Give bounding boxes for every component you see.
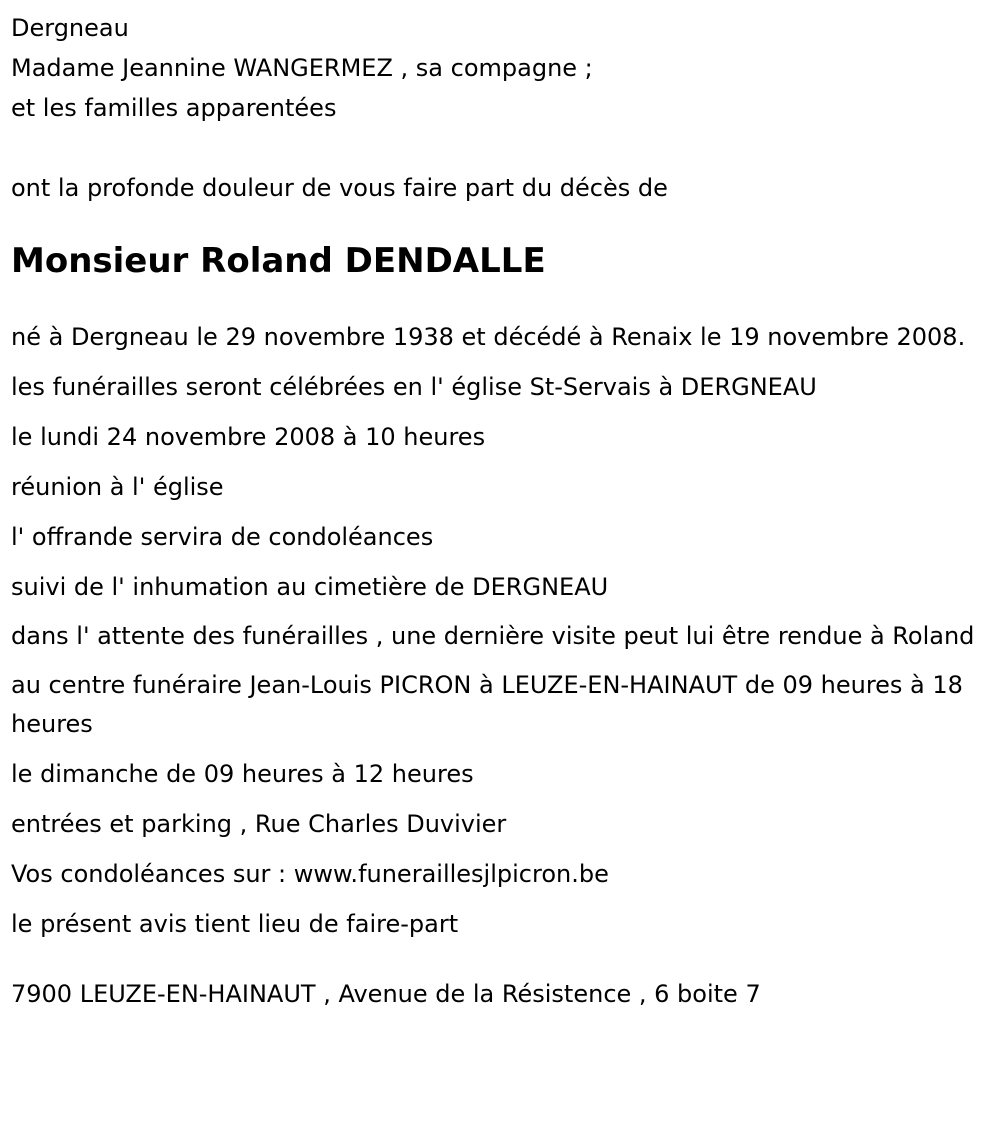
header-line-families: et les familles apparentées [11,94,337,122]
detail-burial: suivi de l' inhumation au cimetière de DERGNEAU [11,573,609,601]
detail-sunday-hours: le dimanche de 09 heures à 12 heures [11,760,474,788]
detail-date-time: le lundi 24 novembre 2008 à 10 heures [11,423,486,451]
detail-funeral-center: au centre funéraire Jean-Louis PICRON à LEUZE-EN-HAINAUT de 09 heures à 18 heures [11,671,963,738]
detail-parking: entrées et parking , Rue Charles Duvivier [11,810,507,838]
detail-church: les funérailles seront célébrées en l' église St-Servais à DERGNEAU [11,373,817,401]
announcement-text: ont la profonde douleur de vous faire part du décès de [11,174,668,202]
header-line-village: Dergneau [11,14,129,42]
funeral-home-address: 7900 LEUZE-EN-HAINAUT , Avenue de la Résistence , 6 boite 7 [11,980,761,1008]
funeral-details [11,318,986,944]
obituary-notice [11,8,986,1014]
detail-condolences-website: Vos condoléances sur : www.funeraillesjlpicron.be [11,860,609,888]
detail-meeting: réunion à l' église [11,473,224,501]
detail-notice: le présent avis tient lieu de faire-part [11,910,459,938]
detail-birth-death: né à Dergneau le 29 novembre 1938 et décédé à Renaix le 19 novembre 2008. [11,323,966,351]
detail-offering: l' offrande servira de condoléances [11,523,434,551]
header-line-companion: Madame Jeannine WANGERMEZ , sa compagne ; [11,54,593,82]
family-header [11,8,986,128]
deceased-name: Monsieur Roland DENDALLE [11,241,546,281]
detail-last-visit: dans l' attente des funérailles , une dernière visite peut lui être rendue à Roland [11,622,975,650]
